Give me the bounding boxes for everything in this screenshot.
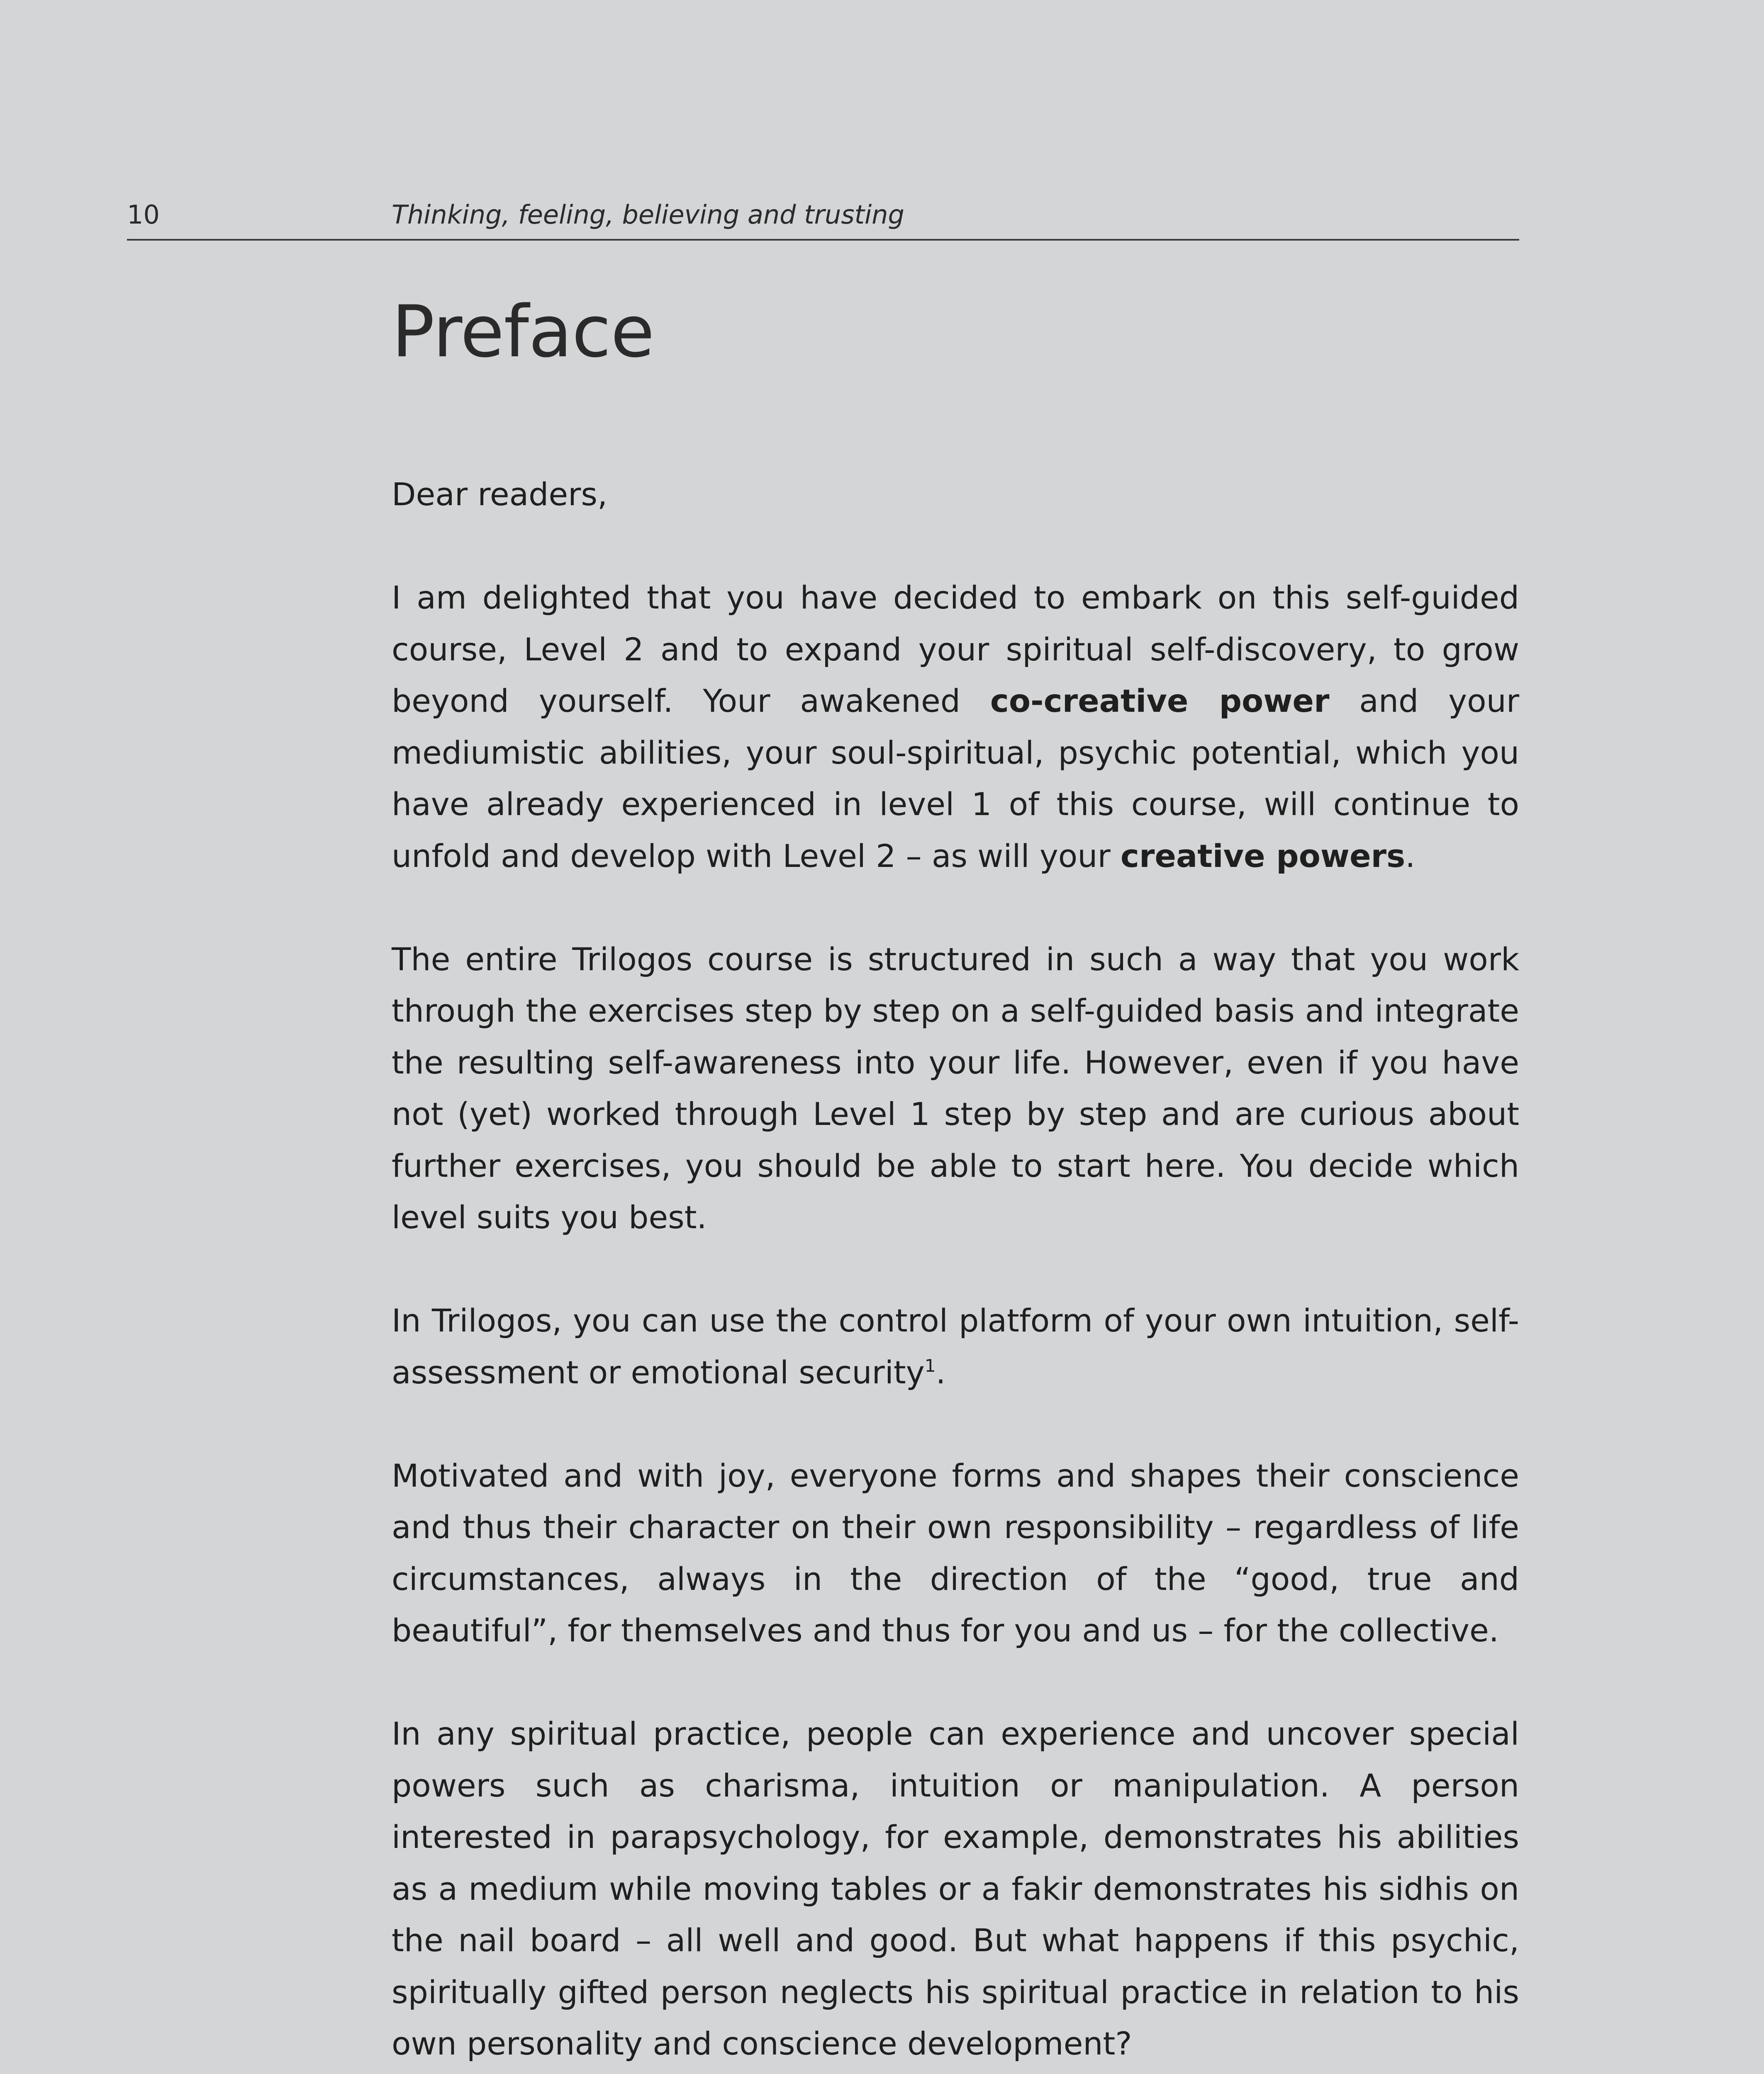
body-text: [392, 469, 1519, 2074]
salutation: Dear readers,: [392, 476, 608, 513]
paragraph-1: [392, 572, 1519, 882]
emphasis-creative-powers: creative powers: [1120, 837, 1406, 874]
footnote-reference[interactable]: 1: [924, 1355, 936, 1376]
paragraph-4: Motivated and with joy, everyone forms and shapes their conscience and thus their character on their own responsibility – regardless of life circumstances, always in the direction of the “good, true and beautiful”, for themselves and thus for you and us – for the collective.: [392, 1457, 1519, 1649]
paragraph-3: [392, 1295, 1519, 1398]
paragraph-2: The entire Trilogos course is structured in such a way that you work through the exercises step by step on a self-guided basis and integrate the resulting self-awareness into your life. However, even if you have not (yet) worked through Level 1 step by step and are curious about further exercises, you should be able to start here. You decide which level suits you best.: [392, 940, 1519, 1236]
running-head: [127, 195, 1519, 241]
paragraph-5: In any spiritual practice, people can experience and uncover special powers such as charisma, intuition or manipulation. A person interested in parapsychology, for example, demonstrates his abilities as a medium while moving tables or a fakir demonstrates his sidhis on the nail board – all well and good. But what happens if this psychic, spiritually gifted person neglects his spiritual practice in relation to his own personality and conscience development?: [392, 1715, 1519, 2062]
chapter-title: Preface: [392, 290, 654, 373]
running-title: Thinking, feeling, believing and trusting: [392, 200, 904, 230]
paragraph-1-text-a: I am delighted that you have decided to embark on this self-guided course, Level 2 and to expand your spiritual self-discovery, to grow beyond yourself. Your awakened: [392, 579, 1519, 719]
paragraph-1-text-c: .: [1405, 837, 1416, 874]
paragraph-1-text-b: and your mediumistic abilities, your soul-spiritual, psychic potential, which you have already experienced in level 1 of this course, will continue to unfold and develop with Level 2 – as will your: [392, 682, 1519, 874]
paragraph-3-text: In Trilogos, you can use the control platform of your own intuition, self-assessment or emotional security: [392, 1302, 1519, 1391]
emphasis-co-creative-power: co-creative power: [990, 682, 1330, 719]
page-number: 10: [127, 200, 160, 230]
paragraph-3-end: .: [936, 1353, 946, 1391]
